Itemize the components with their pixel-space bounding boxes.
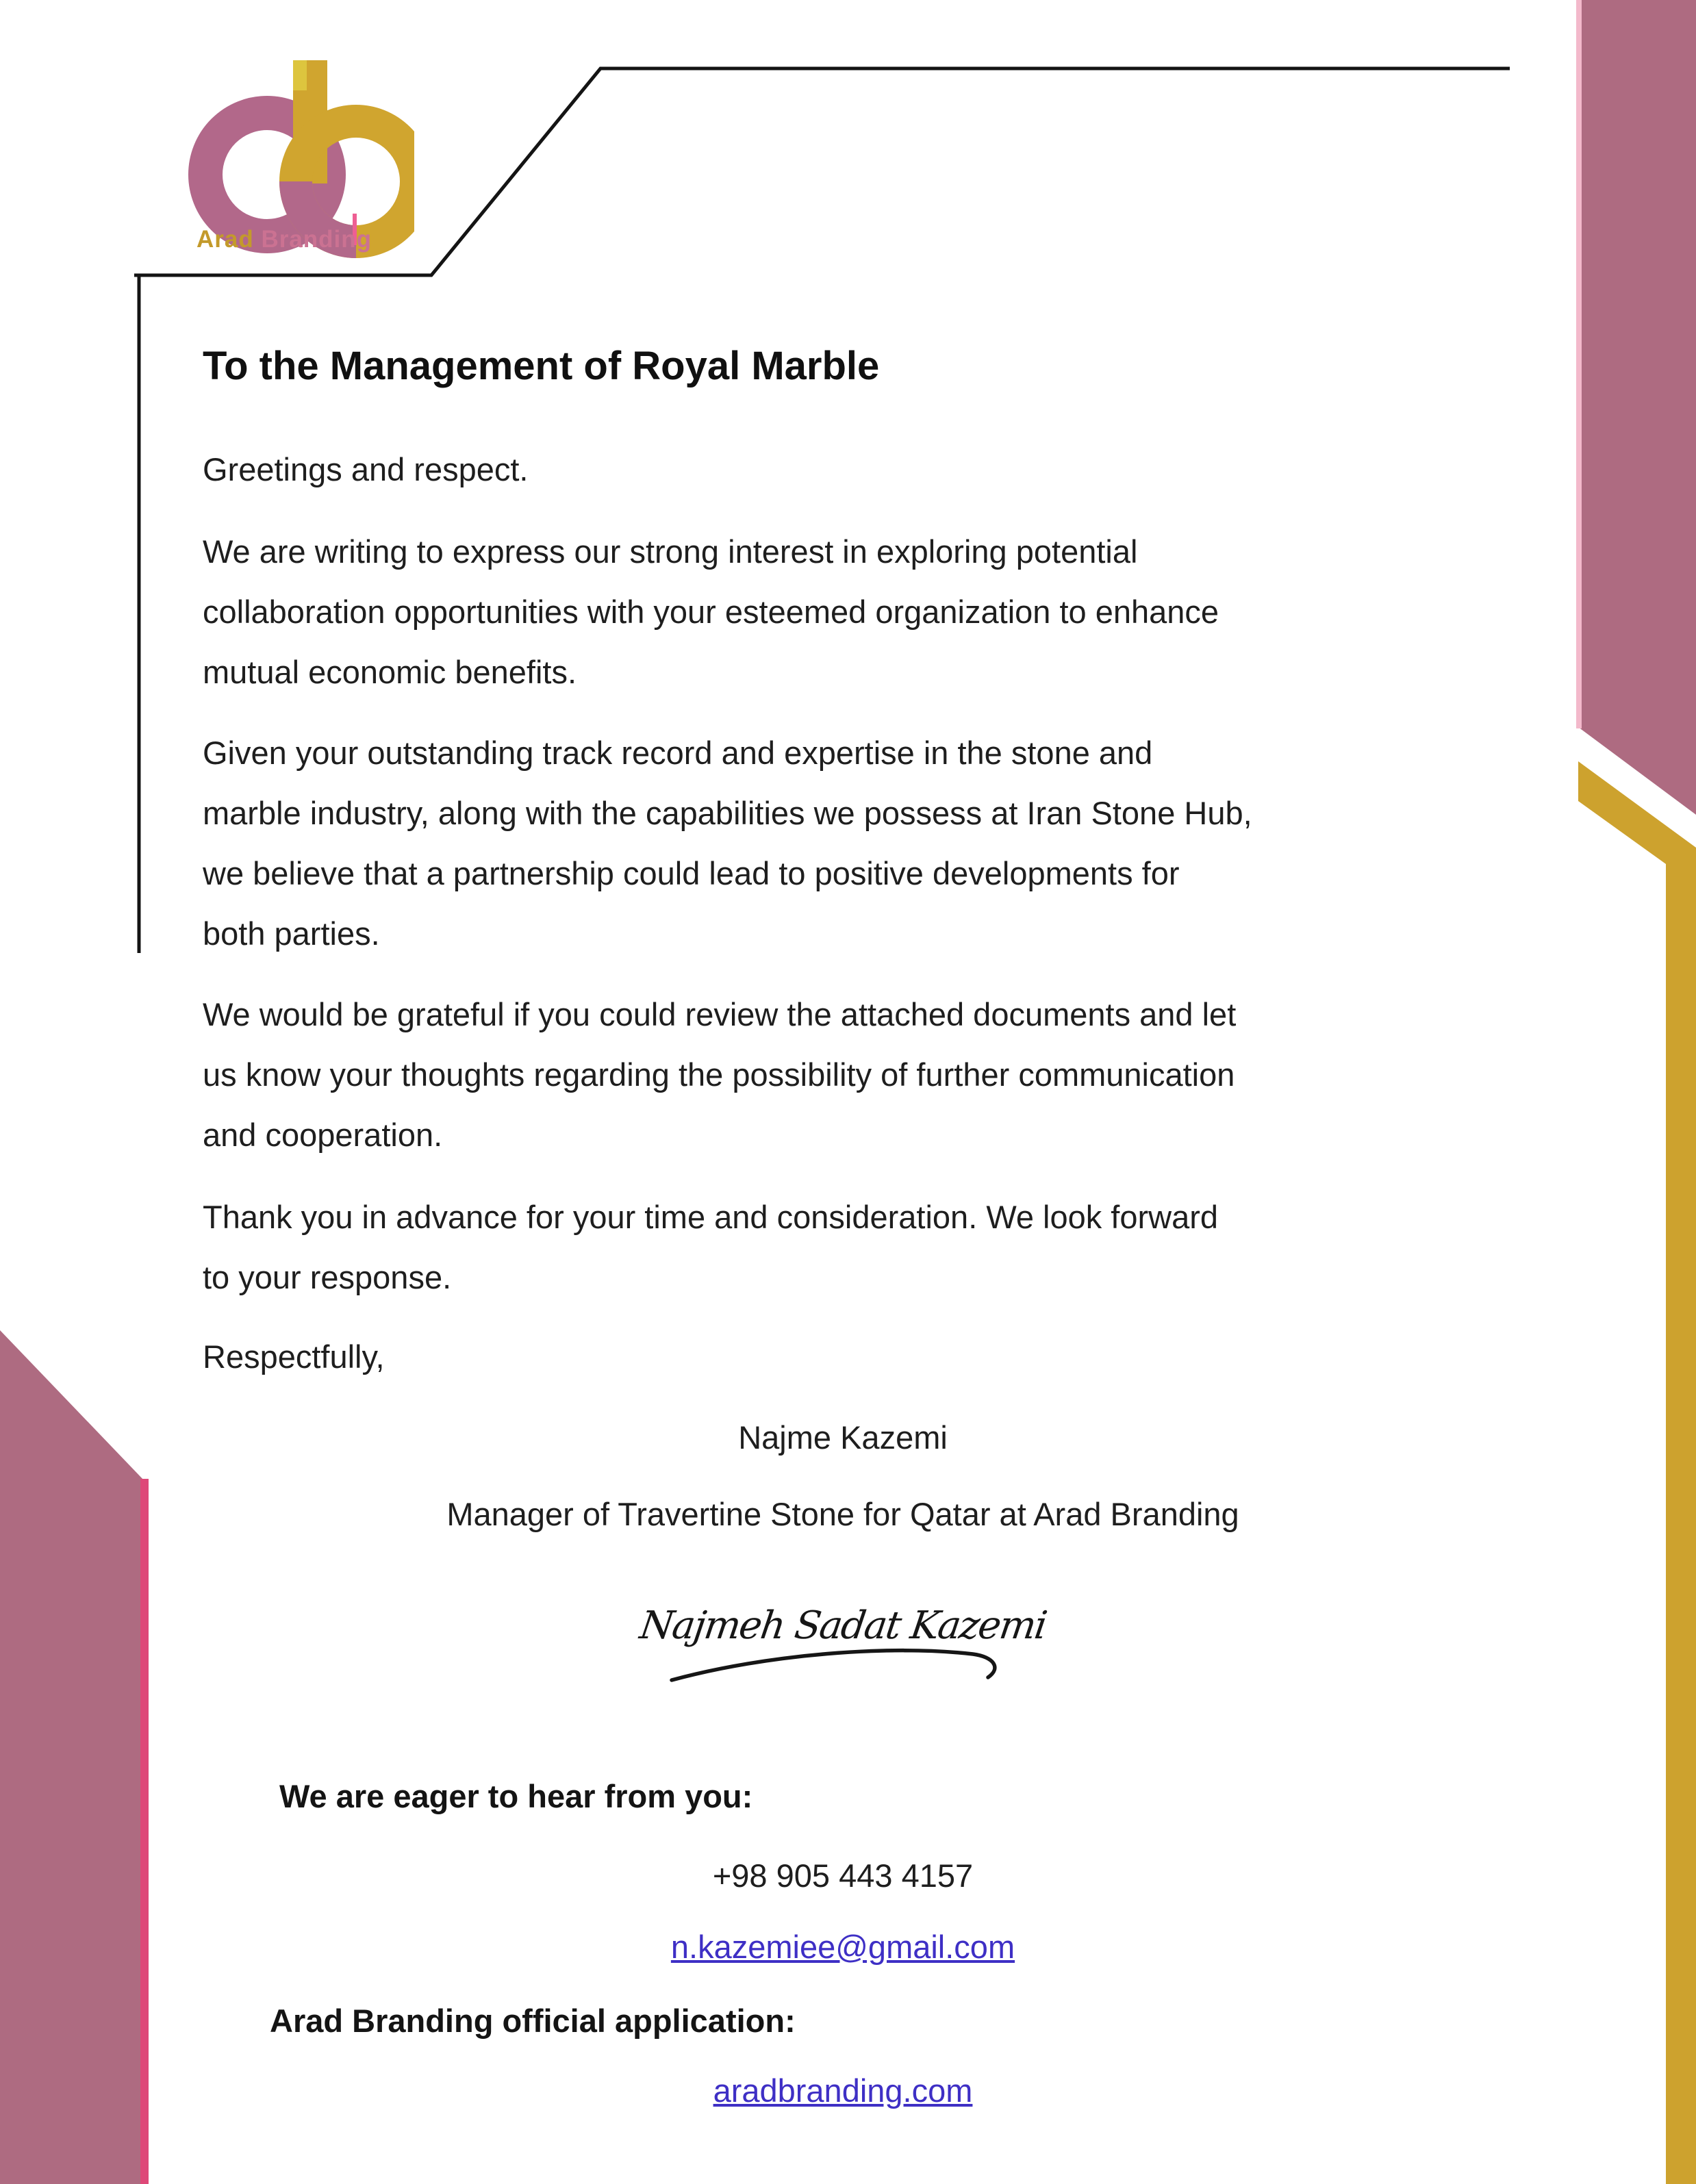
- eager-label: We are eager to hear from you:: [279, 1778, 753, 1814]
- phone-number: +98 905 443 4157: [712, 1857, 974, 1894]
- letter-body: [203, 0, 1483, 2121]
- paragraph-4: Thank you in advance for your time and consideration. We look forward to your response.: [203, 1199, 1219, 1295]
- email-row: [203, 1917, 1483, 1977]
- signer-name: Najme Kazemi: [738, 1419, 948, 1456]
- paragraph-3: We would be grateful if you could review the attached documents and let us know your thoughts regarding the possibility of further communication and cooperation.: [203, 996, 1237, 1153]
- right-gold-band: [1578, 761, 1696, 2184]
- email-link[interactable]: n.kazemiee@gmail.com: [670, 1929, 1015, 1965]
- wordmark-arad: Arad: [196, 226, 254, 253]
- website-link[interactable]: aradbranding.com: [713, 2072, 973, 2109]
- paragraph-1: We are writing to express our strong interest in exploring potential collaboration opportunities with your esteemed organization to enhance mutual economic benefits.: [203, 533, 1219, 690]
- app-label: Arad Branding official application:: [270, 2003, 796, 2039]
- signature: [203, 1588, 1483, 1690]
- signer-title: Manager of Travertine Stone for Qatar at Arad Branding: [446, 1496, 1239, 1532]
- letter-title: To the Management of Royal Marble: [203, 344, 880, 388]
- website-row: [203, 2061, 1483, 2121]
- right-mauve-band: [1576, 0, 1696, 815]
- closing-line: Respectfully,: [203, 1338, 385, 1375]
- greeting-line: Greetings and respect.: [203, 451, 529, 487]
- signature-script: Najmeh Sadat Kazemi: [637, 1603, 1049, 1648]
- right-mauve-band-highlight: [1576, 0, 1582, 728]
- bottom-left-pink-edge: [140, 1479, 149, 2184]
- wordmark-branding: Branding: [261, 226, 372, 253]
- bottom-left-mauve-wedge: [0, 1330, 144, 2184]
- paragraph-2: Given your outstanding track record and expertise in the stone and marble industry, along with the capabilities we possess at Iran Stone Hub, we believe that a partnership could lead to positive developments for both parties.: [203, 735, 1252, 952]
